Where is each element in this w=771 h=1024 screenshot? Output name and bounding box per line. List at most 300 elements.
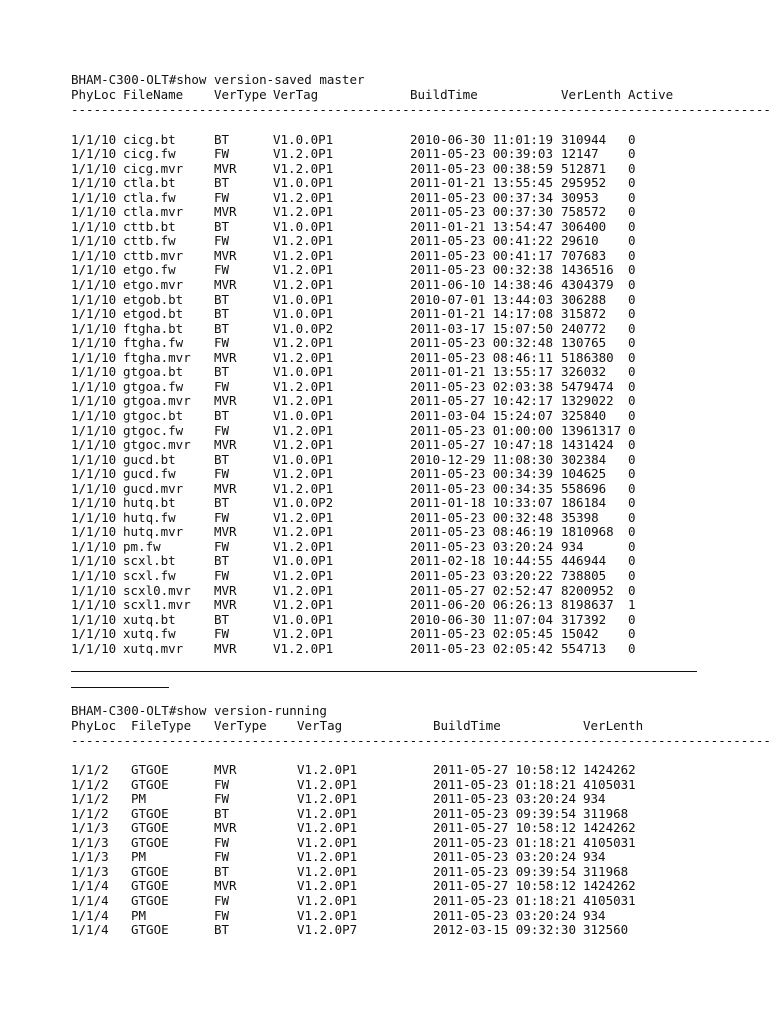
cell-vertype: FW — [214, 189, 230, 205]
cell-vertype: MVR — [214, 597, 237, 613]
cell-vertype: BT — [214, 553, 230, 569]
cell-filename: etgo.fw — [123, 262, 176, 278]
cell-verlenth: 934 — [561, 538, 584, 554]
cell-filetype: GTGOE — [131, 762, 169, 777]
cell-vertag: V1.2.0P1 — [273, 597, 334, 613]
cell-active: 0 — [628, 218, 636, 234]
cell-phyloc: 1/1/4 — [71, 922, 109, 938]
cell-vertag: V1.2.0P1 — [273, 626, 334, 642]
cell-verlenth: 4105031 — [583, 892, 636, 908]
cell-buildtime: 2011-01-21 13:54:47 — [410, 218, 553, 234]
cell-vertype: MVR — [214, 204, 237, 220]
cell-verlenth: 186184 — [561, 495, 607, 511]
cell-buildtime: 2011-05-23 03:20:24 — [410, 538, 553, 554]
cell-vertype: MVR — [214, 277, 237, 292]
cell-filename: gucd.mvr — [123, 480, 184, 496]
cell-filetype: GTGOE — [131, 834, 169, 850]
header-buildtime: BuildTime — [433, 718, 501, 733]
cell-buildtime: 2011-05-23 00:34:39 — [410, 466, 553, 482]
cell-buildtime: 2011-05-23 00:41:22 — [410, 233, 553, 249]
cell-filename: gtgoc.mvr — [123, 437, 191, 453]
cell-filetype: GTGOE — [131, 776, 169, 792]
cell-phyloc: 1/1/10 — [71, 364, 117, 380]
cell-vertag: V1.2.0P1 — [297, 762, 358, 777]
cell-phyloc: 1/1/10 — [71, 451, 117, 467]
cell-active: 0 — [628, 146, 636, 162]
cell-verlenth: 315872 — [561, 306, 607, 322]
cell-buildtime: 2011-05-27 10:47:18 — [410, 437, 553, 453]
cell-verlenth: 12147 — [561, 146, 599, 162]
cell-filetype: GTGOE — [131, 805, 169, 821]
cell-filename: scxl0.mvr — [123, 582, 191, 598]
cell-buildtime: 2011-05-23 08:46:11 — [410, 349, 553, 365]
cell-vertag: V1.2.0P1 — [273, 640, 334, 656]
cell-phyloc: 1/1/10 — [71, 335, 117, 351]
cell-buildtime: 2011-05-23 09:39:54 — [433, 863, 576, 879]
cell-filename: etgod.bt — [123, 306, 184, 322]
cell-buildtime: 2011-01-18 10:33:07 — [410, 495, 553, 511]
cell-buildtime: 2011-05-23 00:32:48 — [410, 335, 553, 351]
cell-active: 0 — [628, 233, 636, 249]
cell-filename: ftgha.bt — [123, 320, 184, 336]
cell-filetype: GTGOE — [131, 863, 169, 879]
cell-phyloc: 1/1/10 — [71, 495, 117, 511]
cell-vertag: V1.2.0P1 — [297, 878, 358, 894]
cell-vertype: FW — [214, 422, 230, 438]
cell-verlenth: 306288 — [561, 291, 607, 307]
cell-vertag: V1.2.0P1 — [297, 776, 358, 792]
cell-buildtime: 2011-05-23 01:18:21 — [433, 834, 576, 850]
cell-buildtime: 2011-01-21 13:55:45 — [410, 175, 553, 191]
cell-vertype: MVR — [214, 640, 237, 656]
cell-vertag: V1.0.0P1 — [273, 218, 334, 234]
cell-buildtime: 2011-06-10 14:38:46 — [410, 277, 553, 292]
cell-active: 0 — [628, 422, 636, 438]
cell-vertype: FW — [214, 466, 230, 482]
header-vertype: VerType — [214, 718, 267, 733]
cell-active: 0 — [628, 160, 636, 176]
cell-active: 0 — [628, 553, 636, 569]
header-phyloc: PhyLoc — [71, 87, 117, 102]
cell-verlenth: 240772 — [561, 320, 607, 336]
cell-active: 0 — [628, 175, 636, 191]
cell-vertype: BT — [214, 805, 230, 821]
cell-vertype: MVR — [214, 524, 237, 540]
cell-filename: scxl.fw — [123, 568, 176, 583]
cell-phyloc: 1/1/4 — [71, 878, 109, 894]
cell-filetype: PM — [131, 907, 147, 923]
cell-phyloc: 1/1/3 — [71, 849, 109, 865]
cell-vertype: MVR — [214, 393, 237, 409]
cell-active: 0 — [628, 640, 636, 656]
cell-active: 0 — [628, 480, 636, 496]
cell-filename: ctla.mvr — [123, 204, 184, 220]
cell-vertag: V1.2.0P1 — [297, 805, 358, 821]
cell-filename: ctla.fw — [123, 189, 176, 205]
cell-phyloc: 1/1/10 — [71, 204, 117, 220]
cell-vertag: V1.2.0P1 — [273, 160, 334, 176]
cell-vertag: V1.2.0P1 — [297, 863, 358, 879]
cell-vertag: V1.2.0P1 — [297, 820, 358, 836]
cell-verlenth: 5479474 — [561, 378, 614, 394]
cell-verlenth: 302384 — [561, 451, 607, 467]
cell-vertype: FW — [214, 776, 230, 792]
cell-active: 0 — [628, 451, 636, 467]
cell-verlenth: 8198637 — [561, 597, 614, 613]
cell-verlenth: 306400 — [561, 218, 607, 234]
section-divider — [71, 671, 697, 672]
header-phyloc: PhyLoc — [71, 718, 117, 733]
cell-verlenth: 4105031 — [583, 834, 636, 850]
cell-phyloc: 1/1/3 — [71, 863, 109, 879]
cell-vertag: V1.2.0P1 — [273, 262, 334, 278]
cell-active: 0 — [628, 611, 636, 627]
cell-verlenth: 295952 — [561, 175, 607, 191]
cell-vertype: MVR — [214, 437, 237, 453]
cell-verlenth: 558696 — [561, 480, 607, 496]
cell-buildtime: 2011-05-23 08:46:19 — [410, 524, 553, 540]
cell-vertag: V1.2.0P1 — [273, 378, 334, 394]
cell-verlenth: 5186380 — [561, 349, 614, 365]
header-vertag: VerTag — [297, 718, 343, 733]
cell-vertag: V1.2.0P1 — [273, 524, 334, 540]
cell-verlenth: 29610 — [561, 233, 599, 249]
cell-phyloc: 1/1/10 — [71, 407, 117, 423]
cell-buildtime: 2011-05-23 01:18:21 — [433, 892, 576, 908]
cell-active: 0 — [628, 524, 636, 540]
cell-verlenth: 934 — [583, 791, 606, 807]
cell-buildtime: 2011-05-27 10:58:12 — [433, 820, 576, 836]
cell-vertag: V1.2.0P1 — [273, 349, 334, 365]
cell-filename: ftgha.mvr — [123, 349, 191, 365]
cell-vertype: BT — [214, 611, 230, 627]
cell-phyloc: 1/1/10 — [71, 480, 117, 496]
cell-verlenth: 312560 — [583, 922, 629, 938]
cell-vertag: V1.2.0P7 — [297, 922, 358, 938]
cell-vertype: FW — [214, 378, 230, 394]
cell-buildtime: 2011-05-23 02:05:42 — [410, 640, 553, 656]
cell-vertype: FW — [214, 626, 230, 642]
cell-buildtime: 2010-07-01 13:44:03 — [410, 291, 553, 307]
separator-line: --------------------------------------------------------------------------------------------- — [71, 733, 771, 748]
cell-vertype: FW — [214, 262, 230, 278]
cell-active: 0 — [628, 568, 636, 583]
cell-vertag: V1.2.0P1 — [273, 189, 334, 205]
cell-vertype: BT — [214, 451, 230, 467]
cell-vertype: FW — [214, 892, 230, 908]
cell-buildtime: 2011-03-17 15:07:50 — [410, 320, 553, 336]
cell-buildtime: 2011-02-18 10:44:55 — [410, 553, 553, 569]
cell-phyloc: 1/1/10 — [71, 131, 117, 147]
cell-phyloc: 1/1/4 — [71, 892, 109, 908]
cell-verlenth: 1436516 — [561, 262, 614, 278]
cell-filename: cttb.bt — [123, 218, 176, 234]
cell-buildtime: 2011-05-23 00:34:35 — [410, 480, 553, 496]
cell-verlenth: 30953 — [561, 189, 599, 205]
cell-phyloc: 1/1/10 — [71, 611, 117, 627]
cell-verlenth: 1424262 — [583, 878, 636, 894]
cell-buildtime: 2011-05-23 01:18:21 — [433, 776, 576, 792]
cell-phyloc: 1/1/10 — [71, 582, 117, 598]
cell-filename: gucd.fw — [123, 466, 176, 482]
cell-vertag: V1.2.0P1 — [273, 437, 334, 453]
cell-phyloc: 1/1/10 — [71, 349, 117, 365]
cell-verlenth: 130765 — [561, 335, 607, 351]
cell-vertype: MVR — [214, 762, 237, 777]
cell-vertype: MVR — [214, 820, 237, 836]
cell-verlenth: 934 — [583, 907, 606, 923]
cell-vertag: V1.2.0P1 — [273, 393, 334, 409]
cell-verlenth: 325840 — [561, 407, 607, 423]
cell-buildtime: 2010-12-29 11:08:30 — [410, 451, 553, 467]
cell-verlenth: 35398 — [561, 509, 599, 525]
cell-phyloc: 1/1/10 — [71, 466, 117, 482]
header-vertag: VerTag — [273, 87, 319, 102]
cell-vertag: V1.2.0P1 — [273, 422, 334, 438]
cell-buildtime: 2012-03-15 09:32:30 — [433, 922, 576, 938]
cell-active: 0 — [628, 349, 636, 365]
cell-filename: hutq.fw — [123, 509, 176, 525]
cell-buildtime: 2011-05-23 02:03:38 — [410, 378, 553, 394]
cell-vertag: V1.0.0P1 — [273, 291, 334, 307]
cell-vertag: V1.2.0P1 — [273, 247, 334, 263]
cell-verlenth: 934 — [583, 849, 606, 865]
cell-phyloc: 1/1/10 — [71, 306, 117, 322]
cell-vertag: V1.2.0P1 — [297, 791, 358, 807]
cell-vertype: MVR — [214, 582, 237, 598]
cell-filetype: PM — [131, 791, 147, 807]
cell-active: 0 — [628, 582, 636, 598]
cell-vertype: BT — [214, 131, 230, 147]
cell-vertag: V1.2.0P1 — [297, 849, 358, 865]
cell-verlenth: 512871 — [561, 160, 607, 176]
cell-vertag: V1.2.0P1 — [297, 834, 358, 850]
cell-verlenth: 1810968 — [561, 524, 614, 540]
cell-buildtime: 2011-05-23 00:37:34 — [410, 189, 553, 205]
cell-filename: xutq.bt — [123, 611, 176, 627]
cell-filename: xutq.fw — [123, 626, 176, 642]
cell-verlenth: 310944 — [561, 131, 607, 147]
cell-filename: cicg.fw — [123, 146, 176, 162]
cell-vertag: V1.0.0P1 — [273, 306, 334, 322]
cell-vertag: V1.0.0P1 — [273, 553, 334, 569]
cell-active: 0 — [628, 538, 636, 554]
cell-verlenth: 1424262 — [583, 820, 636, 836]
cell-vertag: V1.0.0P1 — [273, 451, 334, 467]
cell-vertype: FW — [214, 568, 230, 583]
cell-verlenth: 317392 — [561, 611, 607, 627]
cell-filetype: GTGOE — [131, 878, 169, 894]
cell-buildtime: 2010-06-30 11:07:04 — [410, 611, 553, 627]
cell-vertype: FW — [214, 538, 230, 554]
cell-active: 0 — [628, 320, 636, 336]
cell-buildtime: 2011-05-23 01:00:00 — [410, 422, 553, 438]
cell-filename: cttb.fw — [123, 233, 176, 249]
cell-vertag: V1.2.0P1 — [273, 466, 334, 482]
cell-verlenth: 4105031 — [583, 776, 636, 792]
cell-filetype: GTGOE — [131, 820, 169, 836]
cell-phyloc: 1/1/10 — [71, 189, 117, 205]
cell-phyloc: 1/1/2 — [71, 805, 109, 821]
cell-vertype: BT — [214, 291, 230, 307]
table-header-row — [71, 718, 644, 733]
cell-vertag: V1.2.0P1 — [273, 233, 334, 249]
cell-vertag: V1.2.0P1 — [273, 146, 334, 162]
cell-filename: gtgoa.mvr — [123, 393, 191, 409]
cell-phyloc: 1/1/10 — [71, 277, 117, 292]
cell-vertype: BT — [214, 922, 230, 938]
cell-buildtime: 2011-01-21 13:55:17 — [410, 364, 553, 380]
command-line: BHAM-C300-OLT#show version-saved master — [71, 72, 365, 87]
cell-buildtime: 2011-05-23 03:20:24 — [433, 791, 576, 807]
cell-filetype: GTGOE — [131, 922, 169, 938]
cell-phyloc: 1/1/10 — [71, 553, 117, 569]
cell-phyloc: 1/1/3 — [71, 834, 109, 850]
cell-vertype: BT — [214, 495, 230, 511]
cell-filename: cicg.mvr — [123, 160, 184, 176]
cell-filename: gtgoc.bt — [123, 407, 184, 423]
cell-vertag: V1.2.0P1 — [273, 277, 334, 292]
cell-vertype: MVR — [214, 349, 237, 365]
cell-buildtime: 2011-05-23 03:20:22 — [410, 568, 553, 583]
cell-buildtime: 2011-05-23 09:39:54 — [433, 805, 576, 821]
cell-verlenth: 758572 — [561, 204, 607, 220]
cell-buildtime: 2011-05-27 02:52:47 — [410, 582, 553, 598]
command-line: BHAM-C300-OLT#show version-running — [71, 703, 327, 718]
cell-vertype: MVR — [214, 480, 237, 496]
cell-active: 0 — [628, 131, 636, 147]
cell-active: 0 — [628, 335, 636, 351]
cell-filename: gtgoa.bt — [123, 364, 184, 380]
cell-phyloc: 1/1/10 — [71, 247, 117, 263]
cell-filename: hutq.mvr — [123, 524, 184, 540]
cell-filename: ctla.bt — [123, 175, 176, 191]
cell-vertype: FW — [214, 509, 230, 525]
cell-filename: etgo.mvr — [123, 277, 184, 292]
cell-filetype: PM — [131, 849, 147, 865]
cell-vertag: V1.0.0P2 — [273, 495, 334, 511]
cell-phyloc: 1/1/10 — [71, 568, 117, 583]
cell-vertag: V1.0.0P1 — [273, 407, 334, 423]
cell-vertag: V1.2.0P1 — [273, 568, 334, 583]
cell-filename: gucd.bt — [123, 451, 176, 467]
cell-filename: xutq.mvr — [123, 640, 184, 656]
cell-active: 0 — [628, 393, 636, 409]
cell-buildtime: 2011-03-04 15:24:07 — [410, 407, 553, 423]
cell-phyloc: 1/1/10 — [71, 437, 117, 453]
cell-filename: gtgoc.fw — [123, 422, 184, 438]
cell-phyloc: 1/1/10 — [71, 146, 117, 162]
cell-active: 0 — [628, 189, 636, 205]
cell-buildtime: 2011-05-23 00:39:03 — [410, 146, 553, 162]
header-filename: FileName — [123, 87, 184, 102]
cell-buildtime: 2011-05-23 03:20:24 — [433, 849, 576, 865]
cell-vertype: BT — [214, 320, 230, 336]
cell-active: 0 — [628, 204, 636, 220]
cell-phyloc: 1/1/10 — [71, 393, 117, 409]
cell-phyloc: 1/1/10 — [71, 626, 117, 642]
cell-buildtime: 2011-05-27 10:58:12 — [433, 762, 576, 777]
cell-phyloc: 1/1/10 — [71, 524, 117, 540]
cell-vertag: V1.0.0P1 — [273, 131, 334, 147]
cell-vertype: BT — [214, 175, 230, 191]
cell-active: 0 — [628, 495, 636, 511]
cell-phyloc: 1/1/10 — [71, 597, 117, 613]
cell-verlenth: 554713 — [561, 640, 607, 656]
cell-buildtime: 2011-06-20 06:26:13 — [410, 597, 553, 613]
cell-active: 0 — [628, 277, 636, 292]
cell-active: 1 — [628, 597, 636, 613]
cell-verlenth: 446944 — [561, 553, 607, 569]
cell-active: 0 — [628, 364, 636, 380]
cell-vertag: V1.0.0P1 — [273, 611, 334, 627]
cell-buildtime: 2011-05-23 00:41:17 — [410, 247, 553, 263]
cell-verlenth: 311968 — [583, 805, 629, 821]
cell-verlenth: 326032 — [561, 364, 607, 380]
cell-phyloc: 1/1/10 — [71, 233, 117, 249]
cell-vertag: V1.0.0P1 — [273, 364, 334, 380]
cell-active: 0 — [628, 262, 636, 278]
cell-vertag: V1.2.0P1 — [273, 480, 334, 496]
cell-vertype: BT — [214, 364, 230, 380]
cell-vertype: MVR — [214, 878, 237, 894]
cell-active: 0 — [628, 626, 636, 642]
cell-phyloc: 1/1/10 — [71, 160, 117, 176]
cell-phyloc: 1/1/2 — [71, 791, 109, 807]
header-vertype: VerType — [214, 87, 267, 102]
cell-active: 0 — [628, 306, 636, 322]
cell-vertype: BT — [214, 218, 230, 234]
cell-phyloc: 1/1/10 — [71, 291, 117, 307]
section-divider-short — [71, 687, 169, 688]
cell-vertag: V1.0.0P1 — [273, 175, 334, 191]
cell-phyloc: 1/1/10 — [71, 422, 117, 438]
cell-vertype: FW — [214, 834, 230, 850]
cell-vertag: V1.2.0P1 — [273, 582, 334, 598]
cell-vertag: V1.2.0P1 — [273, 335, 334, 351]
cell-active: 0 — [628, 247, 636, 263]
cell-active: 0 — [628, 437, 636, 453]
cell-verlenth: 104625 — [561, 466, 607, 482]
cell-phyloc: 1/1/3 — [71, 820, 109, 836]
cell-filename: pm.fw — [123, 538, 161, 554]
cell-vertype: BT — [214, 407, 230, 423]
cell-verlenth: 1431424 — [561, 437, 614, 453]
cell-vertag: V1.2.0P1 — [297, 892, 358, 908]
cell-active: 0 — [628, 291, 636, 307]
cell-buildtime: 2011-05-23 00:38:59 — [410, 160, 553, 176]
cell-filename: gtgoa.fw — [123, 378, 184, 394]
cell-filename: etgob.bt — [123, 291, 184, 307]
cell-phyloc: 1/1/10 — [71, 320, 117, 336]
cell-vertype: FW — [214, 335, 230, 351]
cell-verlenth: 1329022 — [561, 393, 614, 409]
cell-vertype: FW — [214, 849, 230, 865]
cell-filetype: GTGOE — [131, 892, 169, 908]
cell-phyloc: 1/1/10 — [71, 218, 117, 234]
header-verlenth: VerLenth — [561, 87, 622, 102]
cell-vertype: BT — [214, 863, 230, 879]
header-buildtime: BuildTime — [410, 87, 478, 102]
cell-filename: hutq.bt — [123, 495, 176, 511]
cell-filename: cicg.bt — [123, 131, 176, 147]
cell-filename: scxl1.mvr — [123, 597, 191, 613]
cell-buildtime: 2011-05-23 00:32:38 — [410, 262, 553, 278]
cell-active: 0 — [628, 509, 636, 525]
header-filetype: FileType — [131, 718, 192, 733]
cell-vertype: MVR — [214, 160, 237, 176]
cell-buildtime: 2011-05-23 00:37:30 — [410, 204, 553, 220]
